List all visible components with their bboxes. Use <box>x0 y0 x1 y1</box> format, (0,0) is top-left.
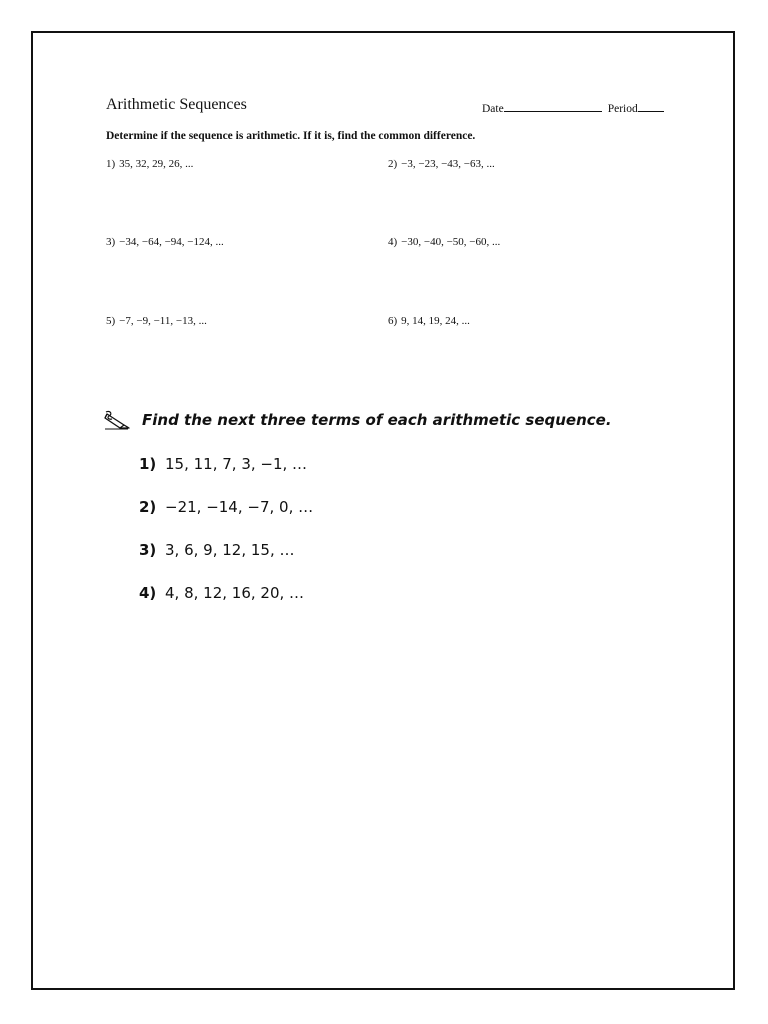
worksheet-instruction: Determine if the sequence is arithmetic. If it is, find the common difference. <box>106 130 476 142</box>
item-number: 4) <box>139 584 157 602</box>
item-sequence: −21, −14, −7, 0, … <box>165 498 314 516</box>
problem-number: 2) <box>388 158 398 170</box>
problem-number: 4) <box>388 236 398 248</box>
problem-sequence: 35, 32, 29, 26, ... <box>119 158 194 170</box>
period-blank[interactable] <box>638 101 664 112</box>
problem-sequence: −7, −9, −11, −13, ... <box>119 315 207 327</box>
problem-sequence: −3, −23, −43, −63, ... <box>401 158 495 170</box>
problem-item <box>388 158 495 170</box>
sequence-item <box>139 584 304 602</box>
worksheet-title: Arithmetic Sequences <box>106 96 247 113</box>
item-sequence: 15, 11, 7, 3, −1, … <box>165 455 308 473</box>
problem-item <box>388 236 500 248</box>
problem-item <box>106 236 224 248</box>
section-instruction: Find the next three terms of each arithmetic sequence. <box>142 411 612 429</box>
problem-sequence: −34, −64, −94, −124, ... <box>119 236 224 248</box>
problem-sequence: 9, 14, 19, 24, ... <box>401 315 470 327</box>
sequence-item <box>139 455 307 473</box>
problem-item <box>106 315 207 327</box>
problem-number: 3) <box>106 236 116 248</box>
problem-number: 1) <box>106 158 116 170</box>
item-sequence: 3, 6, 9, 12, 15, … <box>165 541 295 559</box>
item-sequence: 4, 8, 12, 16, 20, … <box>165 584 305 602</box>
date-label: Date <box>482 103 504 115</box>
problem-number: 6) <box>388 315 398 327</box>
item-number: 3) <box>139 541 157 559</box>
problem-item <box>106 158 193 170</box>
date-period-fields <box>482 101 664 115</box>
problem-number: 5) <box>106 315 116 327</box>
item-number: 2) <box>139 498 157 516</box>
worksheet-page <box>31 31 735 990</box>
sequence-item <box>139 498 313 516</box>
problem-sequence: −30, −40, −50, −60, ... <box>401 236 501 248</box>
pencil-icon <box>104 410 130 430</box>
sequence-item <box>139 541 295 559</box>
problem-item <box>388 315 470 327</box>
period-label: Period <box>607 103 638 115</box>
item-number: 1) <box>139 455 157 473</box>
date-blank[interactable] <box>504 101 602 112</box>
